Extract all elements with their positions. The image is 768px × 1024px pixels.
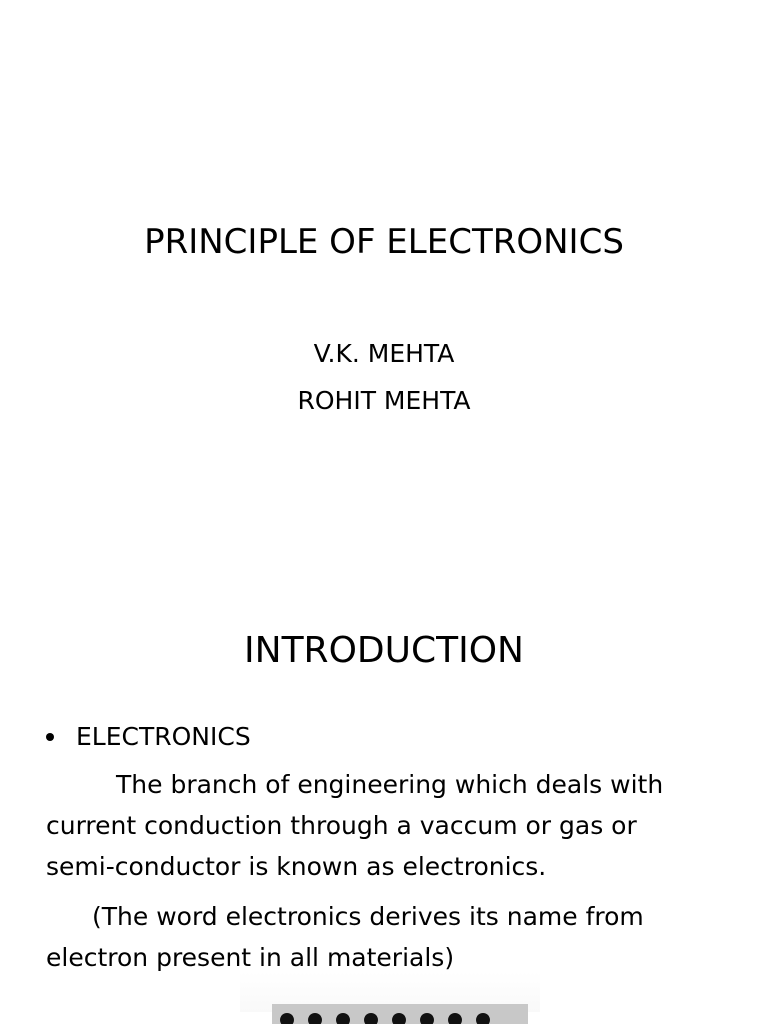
dot-icon: [280, 1013, 294, 1024]
bullet-item: [46, 722, 251, 752]
paragraph-line: semi-conductor is known as electronics.: [46, 852, 547, 881]
document-title: PRINCIPLE OF ELECTRONICS: [144, 222, 624, 262]
author-name: V.K. MEHTA: [313, 339, 455, 368]
dot-icon: [420, 1013, 434, 1024]
note-paragraph: [46, 896, 746, 978]
dot-icon: [308, 1013, 322, 1024]
circuit-diagram-icon: [272, 1004, 528, 1024]
section-title: INTRODUCTION: [244, 630, 524, 671]
slide-introduction: [0, 576, 768, 1024]
paragraph-line: electron present in all materials): [46, 943, 455, 972]
dot-icon: [336, 1013, 350, 1024]
paragraph-line: The branch of engineering which deals with: [116, 770, 664, 799]
paragraph-line: current conduction through a vaccum or gas or: [46, 811, 637, 840]
definition-paragraph: [46, 764, 746, 887]
bullet-icon: [46, 733, 54, 741]
dot-icon: [364, 1013, 378, 1024]
bullet-label: ELECTRONICS: [76, 722, 251, 751]
dot-icon: [392, 1013, 406, 1024]
dot-icon: [448, 1013, 462, 1024]
dot-icon: [476, 1013, 490, 1024]
paragraph-line: (The word electronics derives its name from: [92, 902, 644, 931]
author-name: ROHIT MEHTA: [297, 386, 471, 415]
